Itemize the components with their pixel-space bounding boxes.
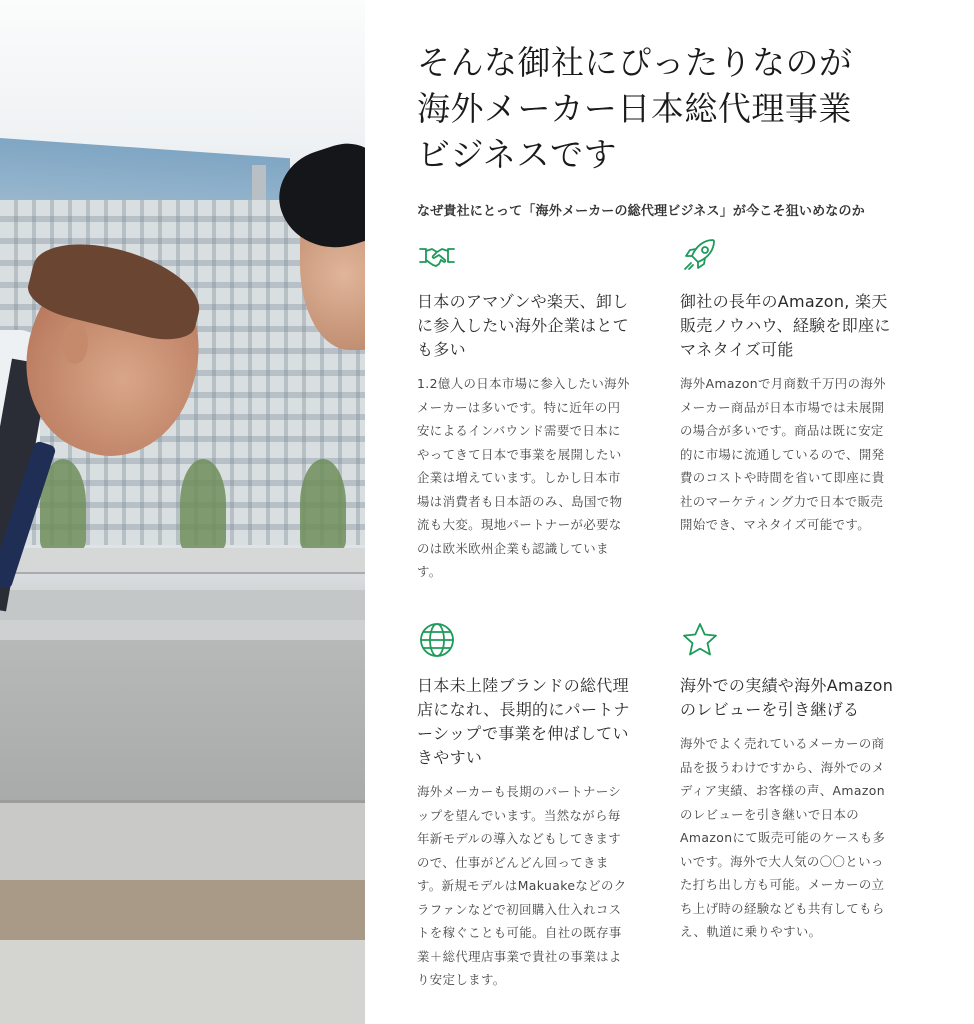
photo-ledge (0, 548, 365, 574)
photo-wall (0, 640, 365, 800)
feature-body (417, 372, 657, 584)
feature-body-line: のレビューを引き継いで日本の (680, 806, 860, 822)
section-subtitle: なぜ貴社にとって「海外メーカーの総代理ビジネス」が今こそ狙いめなのか (417, 204, 865, 219)
feature-body-line: のは欧米欧州企業も認識していま (417, 540, 609, 556)
feature-body-line: の場合が多いです。商品は既に安定 (680, 423, 884, 438)
feature-body-line: 海外Amazonで月商数千万円の海外 (680, 376, 886, 391)
feature-body-line: 場は消費者も日本語のみ、島国で物 (417, 493, 623, 509)
feature-body-line: いです。海外で大人気の〇〇といっ (680, 853, 884, 869)
hero-text (417, 40, 937, 219)
feature-body-line: す。 (417, 564, 442, 579)
handshake-icon (417, 236, 457, 276)
page-title-line: 海外メーカー日本総代理事業 (417, 89, 852, 128)
feature-body-line: トを稼ぐことも可能。自社の既存事 (417, 925, 622, 940)
feature-title-line: のレビューを引き継げる (680, 700, 860, 719)
feature-card (680, 620, 920, 944)
feature-body-line: ラファンなどで初回購入仕入れコス (417, 901, 622, 917)
page-title (417, 40, 937, 178)
feature-body-line: メーカーは多いです。特に近年の円 (417, 399, 621, 415)
feature-title-line: ーシップで事業を伸ばしてい (417, 724, 629, 743)
feature-title-line: 御社の長年のAmazon, 楽天 (680, 292, 888, 311)
feature-card (680, 236, 920, 537)
feature-title-line: 海外での実績や海外Amazon (680, 676, 894, 695)
photo-tree (300, 459, 346, 549)
feature-title-line: 販売ノウハウ、経験を即座に (680, 316, 891, 335)
feature-body (680, 732, 920, 944)
photo-wall (0, 800, 365, 880)
rocket-icon (680, 236, 720, 276)
feature-body-line: メーカー商品が日本市場では未展開 (680, 399, 885, 415)
photo-tree (180, 459, 226, 549)
feature-body-line: 開始でき、マネタイズ可能です。 (680, 517, 870, 532)
photo-wall (0, 880, 365, 940)
page-title-line: ビジネスです (417, 135, 618, 174)
feature-body-line: 海外メーカーも長期のパートナーシ (417, 784, 622, 799)
feature-title (417, 674, 657, 770)
feature-body (680, 372, 920, 537)
feature-title (417, 290, 657, 362)
feature-title-line: も多い (417, 340, 466, 359)
feature-body-line: ので、仕事がどんどん回ってきま (417, 854, 609, 870)
photo-ground (0, 940, 365, 1024)
feature-body-line: す。新規モデルはMakuakeなどのク (417, 878, 627, 893)
feature-body (417, 780, 657, 992)
feature-body-line: 社のマーケティング力で日本で販売 (680, 493, 884, 509)
feature-title-line: 店になれ、長期的にパートナ (417, 700, 630, 719)
feature-card (417, 236, 657, 584)
feature-title-line: に参入したい海外企業はとて (417, 316, 629, 335)
feature-body-line: Amazonにて販売可能のケースも多 (680, 830, 886, 845)
hero-photo (0, 0, 365, 1024)
feature-card (417, 620, 657, 992)
globe-icon (417, 620, 457, 660)
feature-body-line: 費のコストや時間を省いて即座に貴 (680, 470, 885, 485)
feature-body-line: ップを望んでいます。当然ながら毎 (417, 807, 621, 823)
feature-body-line: 海外でよく売れているメーカーの商 (680, 736, 885, 751)
feature-body-line: 年新モデルの導入などもしてきます (417, 831, 622, 846)
feature-body-line: た打ち出し方も可能。メーカーの立 (680, 877, 885, 892)
feature-title-line: きやすい (417, 748, 483, 767)
page-title-line: そんな御社にぴったりなのが (417, 43, 853, 82)
feature-title (680, 290, 920, 362)
feature-title-line: マネタイズ可能 (680, 340, 794, 359)
feature-title-line: 日本のアマゾンや楽天、卸し (417, 292, 629, 311)
feature-body-line: 1.2億人の日本市場に参入したい海外 (417, 376, 630, 391)
feature-body-line: え、軌道に乗りやすい。 (680, 924, 822, 939)
feature-body-line: 流も大変。現地パートナーが必要な (417, 517, 622, 532)
feature-body-line: ディア実績、お客様の声、Amazon (680, 783, 885, 798)
photo-ledge (0, 590, 365, 620)
feature-body-line: 業＋総代理店事業で貴社の事業はよ (417, 948, 622, 964)
feature-body-line: やってきて日本で事業を展開したい (417, 446, 622, 462)
feature-title (680, 674, 920, 722)
feature-body-line: り安定します。 (417, 972, 506, 987)
feature-body-line: 品を扱うわけですから、海外でのメ (680, 759, 885, 775)
feature-body-line: 企業は増えています。しかし日本市 (417, 470, 621, 485)
photo-man-ear (62, 322, 88, 364)
photo-chimney (252, 165, 266, 205)
feature-body-line: 的に市場に流通しているので、開発 (680, 446, 885, 462)
feature-body-line: 安によるインバウンド需要で日本に (417, 423, 621, 438)
star-icon (680, 620, 720, 660)
feature-title-line: 日本未上陸ブランドの総代理 (417, 676, 629, 695)
feature-body-line: ち上げ時の経験なども共有してもら (680, 900, 885, 916)
photo-sky (0, 0, 365, 150)
